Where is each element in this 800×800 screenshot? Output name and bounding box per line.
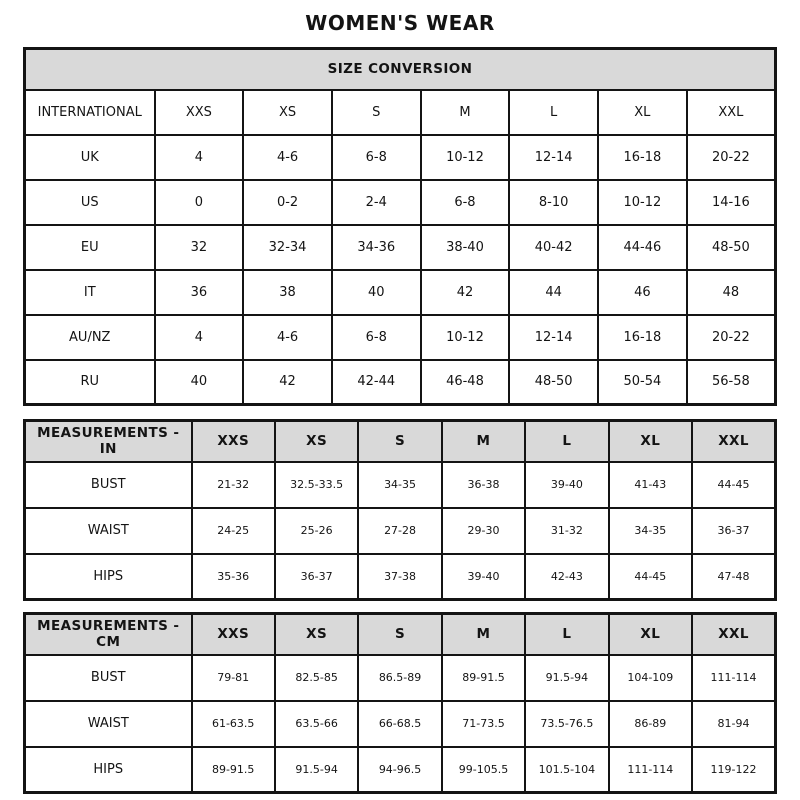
header-cell-s: S	[358, 421, 441, 462]
value-cell: 20-22	[687, 315, 776, 360]
value-cell: 79-81	[192, 655, 275, 701]
value-cell: 20-22	[687, 135, 776, 180]
value-cell: 36-38	[442, 462, 525, 508]
header-cell-l: L	[525, 421, 608, 462]
value-cell: 0	[155, 180, 244, 225]
row-label-cell: WAIST	[25, 701, 192, 747]
header-cell-s: S	[332, 90, 421, 135]
value-cell: 12-14	[509, 135, 598, 180]
row-label-cell: US	[25, 180, 155, 225]
value-cell: 44-45	[692, 462, 775, 508]
value-cell: 111-114	[609, 747, 692, 793]
value-cell: 42-44	[332, 360, 421, 405]
value-cell: 16-18	[598, 135, 687, 180]
value-cell: 36-37	[275, 554, 358, 600]
header-cell-xs: XS	[275, 421, 358, 462]
header-cell-m: M	[442, 421, 525, 462]
row-label-cell: RU	[25, 360, 155, 405]
value-cell: 71-73.5	[442, 701, 525, 747]
value-cell: 6-8	[332, 135, 421, 180]
value-cell: 40	[332, 270, 421, 315]
header-cell-m: M	[442, 614, 525, 655]
row-label-cell: HIPS	[25, 747, 192, 793]
row-label-cell: BUST	[25, 655, 192, 701]
value-cell: 32-34	[243, 225, 332, 270]
value-cell: 39-40	[525, 462, 608, 508]
value-cell: 99-105.5	[442, 747, 525, 793]
value-cell: 66-68.5	[358, 701, 441, 747]
table-row-it	[25, 270, 776, 315]
value-cell: 4-6	[243, 315, 332, 360]
value-cell: 42	[243, 360, 332, 405]
header-cell-xl: XL	[609, 421, 692, 462]
value-cell: 32	[155, 225, 244, 270]
header-cell-l: L	[509, 90, 598, 135]
value-cell: 35-36	[192, 554, 275, 600]
row-label-cell: IT	[25, 270, 155, 315]
row-label-cell: UK	[25, 135, 155, 180]
table-row-waist-cm	[25, 701, 776, 747]
value-cell: 37-38	[358, 554, 441, 600]
value-cell: 36-37	[692, 508, 775, 554]
value-cell: 0-2	[243, 180, 332, 225]
value-cell: 91.5-94	[525, 655, 608, 701]
value-cell: 86.5-89	[358, 655, 441, 701]
value-cell: 10-12	[421, 135, 510, 180]
value-cell: 36	[155, 270, 244, 315]
value-cell: 27-28	[358, 508, 441, 554]
measurements-in-table	[23, 419, 777, 601]
header-cell-xxl: XXL	[687, 90, 776, 135]
value-cell: 39-40	[442, 554, 525, 600]
value-cell: 111-114	[692, 655, 775, 701]
size-conversion-table	[23, 47, 777, 406]
table-row-hips-in	[25, 554, 776, 600]
value-cell: 47-48	[692, 554, 775, 600]
value-cell: 10-12	[421, 315, 510, 360]
value-cell: 48-50	[509, 360, 598, 405]
table-row-us	[25, 180, 776, 225]
value-cell: 42-43	[525, 554, 608, 600]
value-cell: 38-40	[421, 225, 510, 270]
value-cell: 50-54	[598, 360, 687, 405]
page-title: WOMEN'S WEAR	[305, 11, 495, 35]
value-cell: 101.5-104	[525, 747, 608, 793]
header-cell-xs: XS	[243, 90, 332, 135]
value-cell: 6-8	[421, 180, 510, 225]
value-cell: 24-25	[192, 508, 275, 554]
table-row-uk	[25, 135, 776, 180]
value-cell: 29-30	[442, 508, 525, 554]
row-label-cell: BUST	[25, 462, 192, 508]
value-cell: 46-48	[421, 360, 510, 405]
header-cell-xxs: XXS	[192, 614, 275, 655]
table-row-bust-in	[25, 462, 776, 508]
value-cell: 61-63.5	[192, 701, 275, 747]
value-cell: 2-4	[332, 180, 421, 225]
value-cell: 48	[687, 270, 776, 315]
size-conversion-header-row	[25, 90, 776, 135]
row-label-cell: AU/NZ	[25, 315, 155, 360]
value-cell: 44	[509, 270, 598, 315]
value-cell: 42	[421, 270, 510, 315]
value-cell: 89-91.5	[442, 655, 525, 701]
measurements-in-header-row	[25, 421, 776, 462]
value-cell: 44-45	[609, 554, 692, 600]
row-label-cell: WAIST	[25, 508, 192, 554]
value-cell: 44-46	[598, 225, 687, 270]
header-cell-xl: XL	[598, 90, 687, 135]
value-cell: 10-12	[598, 180, 687, 225]
value-cell: 31-32	[525, 508, 608, 554]
value-cell: 40	[155, 360, 244, 405]
measurements-cm-table	[23, 612, 777, 794]
value-cell: 34-35	[609, 508, 692, 554]
value-cell: 4	[155, 315, 244, 360]
header-cell-xxl: XXL	[692, 421, 775, 462]
measurements-in-title: MEASUREMENTS - IN	[25, 421, 192, 462]
size-chart-page	[23, 0, 777, 794]
measurements-cm-header-row	[25, 614, 776, 655]
value-cell: 81-94	[692, 701, 775, 747]
value-cell: 40-42	[509, 225, 598, 270]
table-row-hips-cm	[25, 747, 776, 793]
value-cell: 8-10	[509, 180, 598, 225]
value-cell: 4	[155, 135, 244, 180]
value-cell: 73.5-76.5	[525, 701, 608, 747]
header-cell-international: INTERNATIONAL	[25, 90, 155, 135]
value-cell: 16-18	[598, 315, 687, 360]
table-row-waist-in	[25, 508, 776, 554]
size-conversion-title: SIZE CONVERSION	[25, 49, 776, 90]
header-cell-s: S	[358, 614, 441, 655]
header-cell-xxl: XXL	[692, 614, 775, 655]
value-cell: 14-16	[687, 180, 776, 225]
value-cell: 38	[243, 270, 332, 315]
value-cell: 56-58	[687, 360, 776, 405]
value-cell: 46	[598, 270, 687, 315]
header-cell-xxs: XXS	[155, 90, 244, 135]
value-cell: 4-6	[243, 135, 332, 180]
value-cell: 48-50	[687, 225, 776, 270]
row-label-cell: HIPS	[25, 554, 192, 600]
value-cell: 34-36	[332, 225, 421, 270]
table-row-bust-cm	[25, 655, 776, 701]
table-row-eu	[25, 225, 776, 270]
value-cell: 12-14	[509, 315, 598, 360]
value-cell: 41-43	[609, 462, 692, 508]
header-cell-xs: XS	[275, 614, 358, 655]
table-row-ru	[25, 360, 776, 405]
value-cell: 89-91.5	[192, 747, 275, 793]
header-cell-l: L	[525, 614, 608, 655]
value-cell: 32.5-33.5	[275, 462, 358, 508]
measurements-cm-title: MEASUREMENTS - CM	[25, 614, 192, 655]
header-cell-xl: XL	[609, 614, 692, 655]
header-cell-m: M	[421, 90, 510, 135]
value-cell: 34-35	[358, 462, 441, 508]
size-conversion-title-row	[25, 49, 776, 90]
value-cell: 6-8	[332, 315, 421, 360]
table-row-aunz	[25, 315, 776, 360]
value-cell: 91.5-94	[275, 747, 358, 793]
value-cell: 63.5-66	[275, 701, 358, 747]
value-cell: 119-122	[692, 747, 775, 793]
value-cell: 86-89	[609, 701, 692, 747]
row-label-cell: EU	[25, 225, 155, 270]
value-cell: 21-32	[192, 462, 275, 508]
value-cell: 82.5-85	[275, 655, 358, 701]
value-cell: 94-96.5	[358, 747, 441, 793]
value-cell: 104-109	[609, 655, 692, 701]
header-cell-xxs: XXS	[192, 421, 275, 462]
value-cell: 25-26	[275, 508, 358, 554]
